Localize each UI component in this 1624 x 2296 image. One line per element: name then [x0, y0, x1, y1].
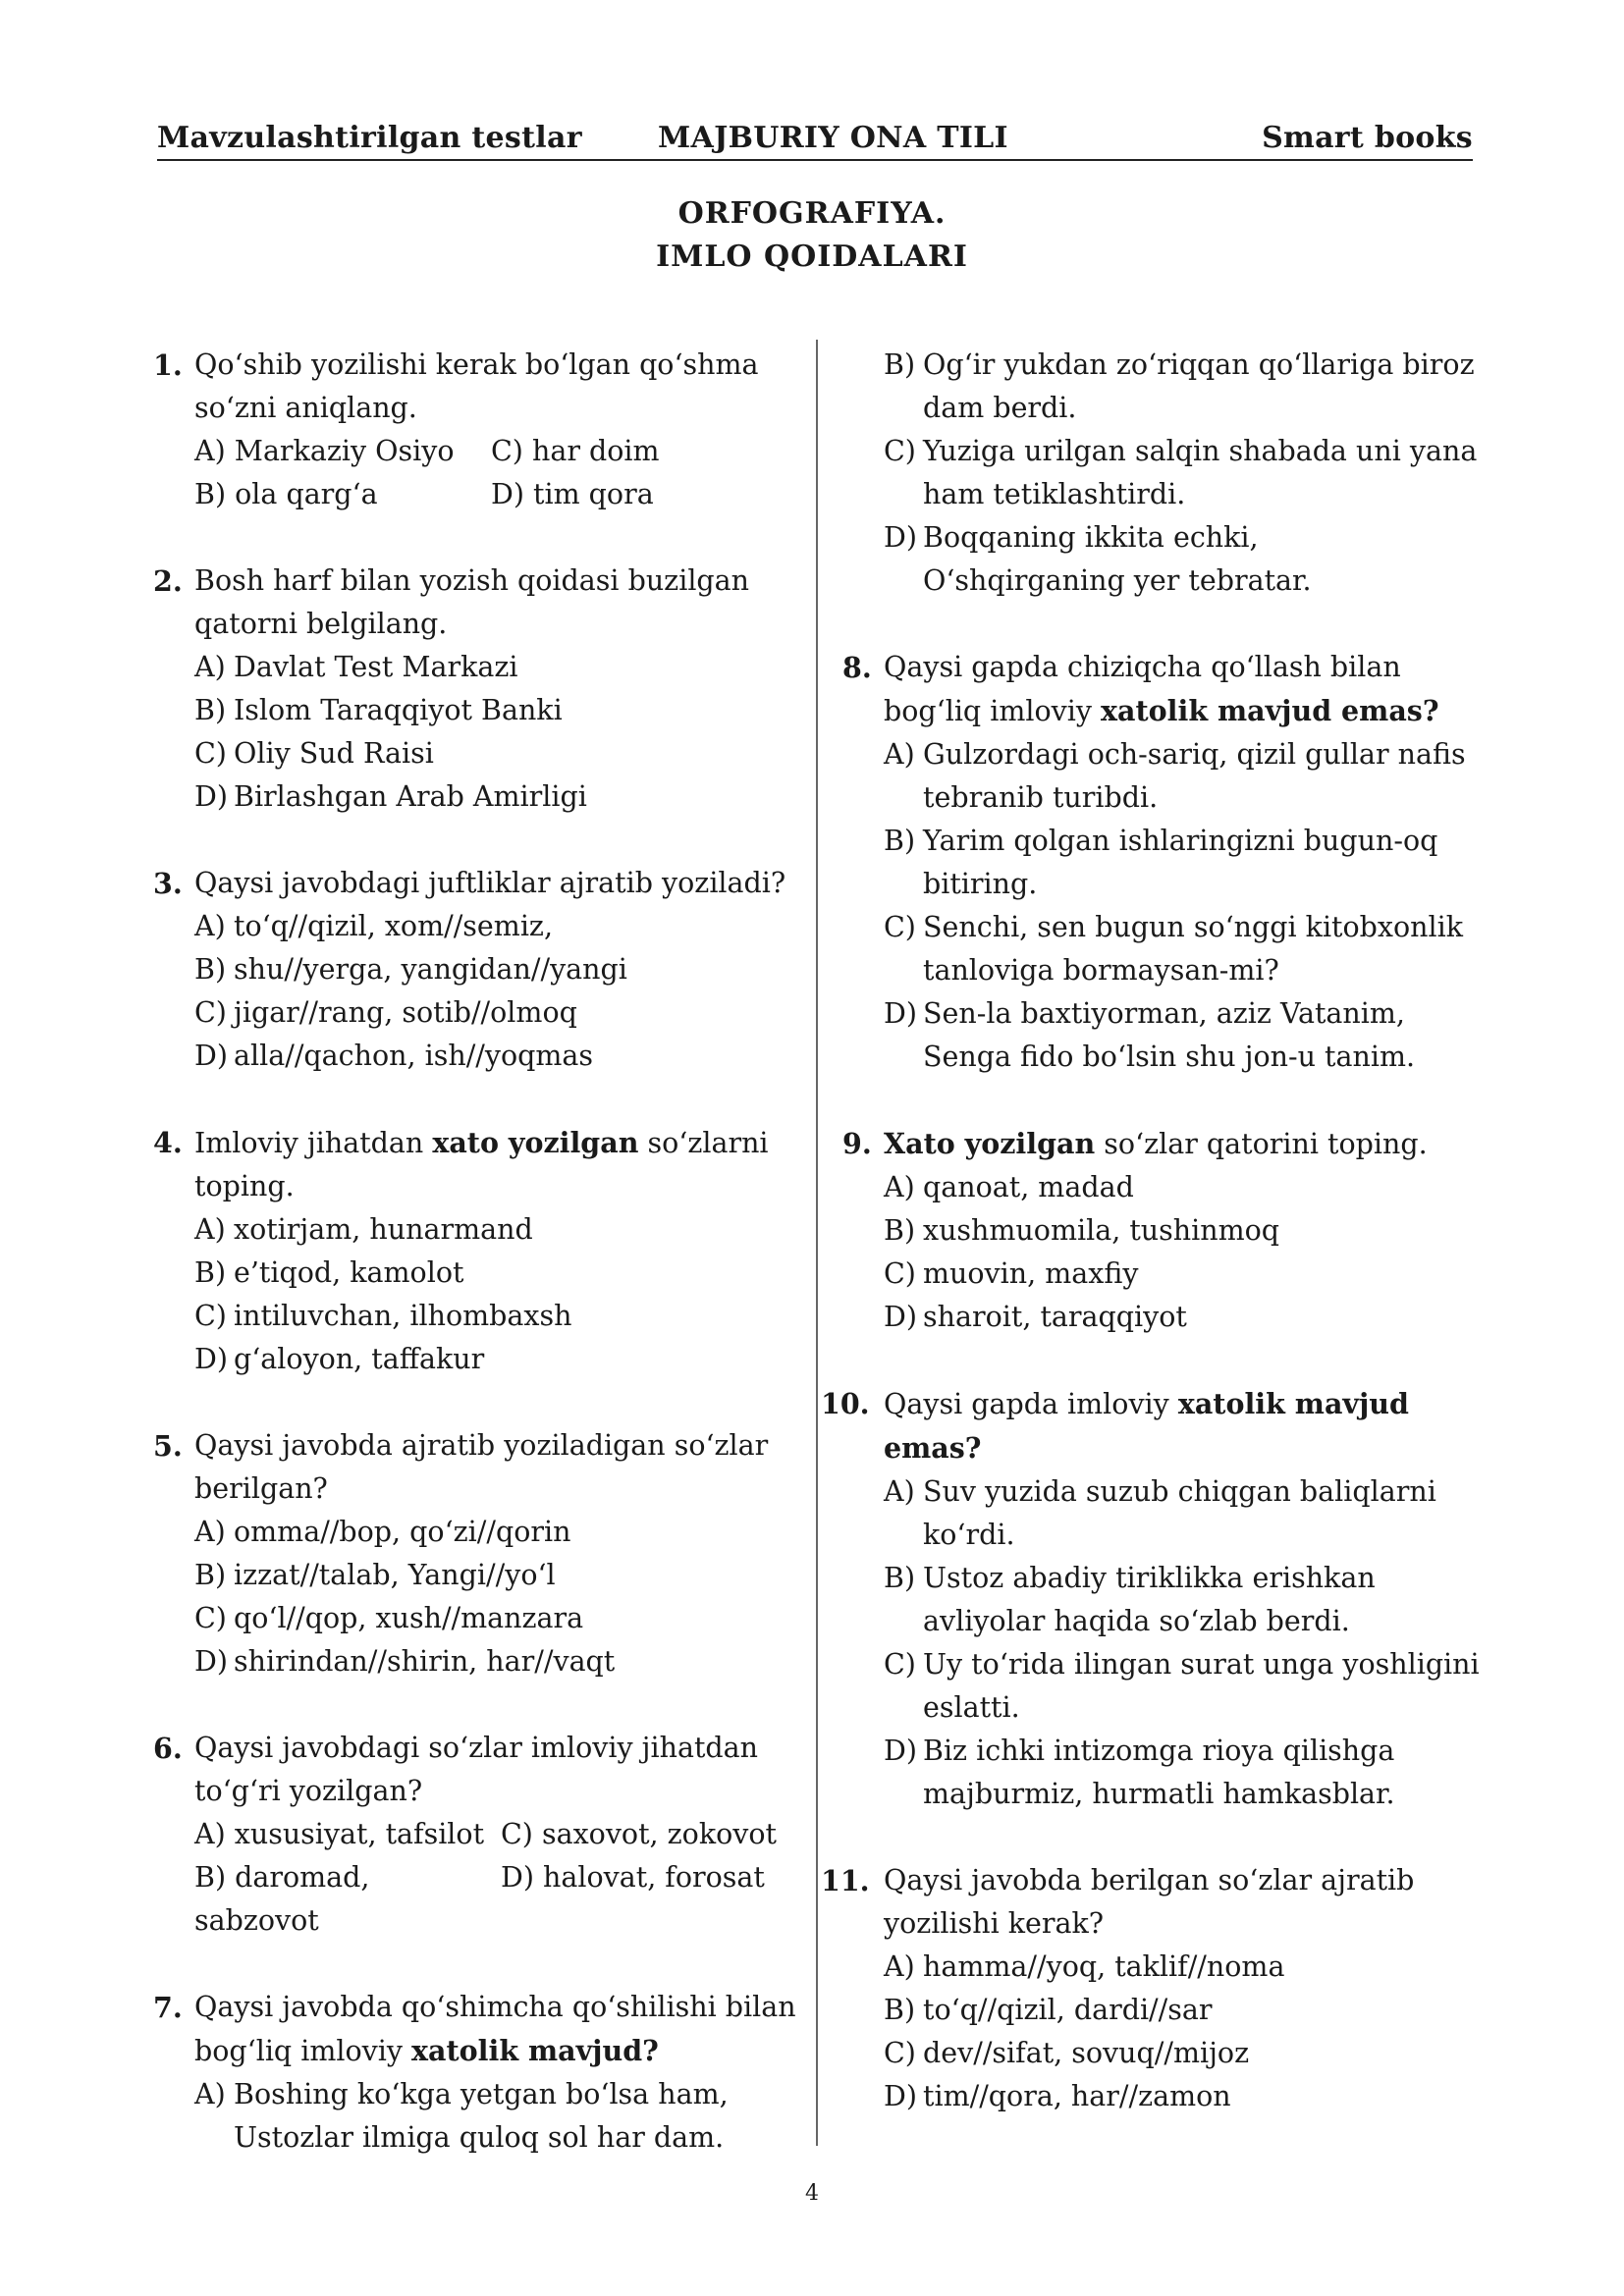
question-number: 7.	[153, 1991, 183, 2024]
option-letter: B)	[884, 1994, 916, 2026]
option-d[interactable]	[884, 1730, 1481, 1816]
option-line: Yarim qolgan ishlaringizni bugun-oq	[923, 825, 1438, 857]
question-text	[884, 1122, 1481, 1166]
option-d[interactable]	[194, 775, 801, 819]
option-a[interactable]	[194, 646, 801, 689]
option-line: Ustoz abadiy tiriklikka erishkan	[923, 1562, 1376, 1594]
option-d[interactable]	[194, 1640, 801, 1683]
option-a[interactable]	[194, 1511, 801, 1554]
option-a[interactable]	[884, 1946, 1481, 1989]
option-c[interactable]: C) har doim	[491, 435, 660, 467]
question-text	[884, 646, 1481, 733]
page-number: 4	[805, 2181, 819, 2206]
option-d[interactable]	[884, 1296, 1481, 1339]
right-column	[821, 344, 1481, 2162]
option-line: ham tetiklashtirdi.	[923, 478, 1186, 510]
option-letter: A)	[194, 1516, 226, 1548]
option-line: Senga fido bo‘lsin shu jon-u tanim.	[923, 1041, 1416, 1073]
option-letter: D)	[194, 1040, 228, 1072]
option-letter: D)	[884, 1301, 917, 1333]
option-letter: C)	[194, 996, 227, 1029]
question-10	[821, 1382, 1481, 1816]
option-b[interactable]	[194, 1554, 801, 1597]
option-text: Oliy Sud Raisi	[234, 737, 434, 770]
option-line: majburmiz, hurmatli hamkasblar.	[923, 1778, 1395, 1810]
option-letter: A)	[884, 1171, 915, 1203]
option-text: shirindan//shirin, har//vaqt	[234, 1645, 616, 1678]
option-letter: C)	[884, 911, 916, 943]
option-b[interactable]	[194, 689, 801, 732]
option-letter: D)	[194, 780, 228, 813]
option-letter: B)	[884, 1562, 916, 1594]
option-letter: C)	[884, 2037, 916, 2069]
option-letter: A)	[884, 1950, 915, 1983]
question-number: 11.	[821, 1864, 870, 1897]
question-text-emphasis: xatolik mavjud emas?	[1101, 694, 1439, 727]
option-text: tim//qora, har//zamon	[923, 2080, 1231, 2112]
question-text-part: Qaysi gapda imloviy	[884, 1388, 1178, 1420]
option-letter: B)	[194, 1559, 227, 1591]
question-text-part: so‘zlar qatorini toping.	[1095, 1128, 1428, 1160]
question-5	[153, 1424, 801, 1683]
option-b[interactable]	[884, 1557, 1481, 1643]
question-number: 8.	[842, 651, 872, 684]
option-letter: C)	[194, 737, 227, 770]
question-11	[821, 1859, 1481, 2118]
option-line: tanloviga bormaysan-mi?	[923, 954, 1279, 987]
option-a[interactable]	[194, 2073, 801, 2160]
option-d[interactable]	[884, 992, 1481, 1079]
option-text: muovin, maxfiy	[923, 1257, 1139, 1290]
option-letter: D)	[884, 2080, 917, 2112]
question-text-emphasis: xatolik mavjud?	[411, 2034, 659, 2067]
option-text: izzat//talab, Yangi//yo‘l	[234, 1559, 556, 1591]
option-b[interactable]	[194, 1252, 801, 1295]
option-a[interactable]: A) Markaziy Osiyo	[194, 435, 455, 467]
option-line: Gulzordagi och-sariq, qizil gullar nafis	[923, 738, 1466, 771]
option-text: g‘aloyon, taffakur	[234, 1343, 485, 1375]
question-number: 1.	[153, 348, 183, 382]
question-7	[153, 1986, 801, 2160]
option-text: Islom Taraqqiyot Banki	[234, 694, 563, 726]
option-line: Boshing ko‘kga yetgan bo‘lsa ham,	[234, 2078, 729, 2110]
question-9	[842, 1122, 1481, 1339]
option-letter: D)	[884, 1735, 917, 1767]
option-line: Biz ichki intizomga rioya qilishga	[923, 1735, 1395, 1767]
option-d[interactable]	[884, 516, 1481, 603]
question-text-emphasis: Xato yozilgan	[884, 1127, 1096, 1160]
option-line: bitiring.	[923, 868, 1038, 900]
option-letter: D)	[884, 521, 917, 554]
option-letter: D)	[884, 997, 917, 1030]
option-letter: B)	[194, 694, 227, 726]
question-text-part: Imloviy jihatdan	[194, 1127, 433, 1159]
option-letter: A)	[194, 2078, 226, 2110]
question-text	[194, 1121, 801, 1208]
header-left: Mavzulashtirilgan testlar	[157, 121, 582, 155]
option-d[interactable]: D) halovat, forosat	[501, 1861, 765, 1894]
option-line: eslatti.	[923, 1691, 1020, 1724]
option-text: intiluvchan, ilhombaxsh	[234, 1300, 572, 1332]
options	[194, 1813, 801, 1943]
option-b[interactable]	[194, 948, 801, 991]
question-text: Qaysi javobda ajratib yoziladigan so‘zlar berilgan?	[194, 1429, 769, 1505]
option-line: O‘shqirganing yer tebratar.	[923, 564, 1312, 597]
option-a[interactable]	[194, 1208, 801, 1252]
option-a[interactable]: A) xususiyat, tafsilot	[194, 1818, 485, 1850]
option-letter: D)	[194, 1343, 228, 1375]
question-text-part: Qaysi gapda chiziqcha qo‘llash bilan bog‘liq imloviy	[884, 651, 1401, 727]
option-letter: A)	[884, 738, 915, 771]
question-8	[842, 646, 1481, 1079]
option-letter: A)	[194, 651, 226, 683]
question-number: 9.	[842, 1127, 872, 1160]
option-letter: D)	[194, 1645, 228, 1678]
option-letter: C)	[194, 1300, 227, 1332]
option-text: Davlat Test Markazi	[234, 651, 518, 683]
question-text: Qaysi javobdagi juftliklar ajratib yoziladi?	[194, 867, 786, 899]
option-d[interactable]	[194, 1338, 801, 1381]
option-line: Ustozlar ilmiga quloq sol har dam.	[234, 2121, 725, 2154]
left-column	[153, 344, 801, 2160]
question-4	[153, 1121, 801, 1381]
option-b[interactable]	[884, 344, 1481, 430]
option-a[interactable]	[884, 1166, 1481, 1209]
option-text: sharoit, taraqqiyot	[923, 1301, 1187, 1333]
option-text: xotirjam, hunarmand	[234, 1213, 533, 1246]
option-b[interactable]	[884, 1209, 1481, 1253]
option-c[interactable]	[884, 2032, 1481, 2075]
option-text: to‘q//qizil, dardi//sar	[923, 1994, 1213, 2026]
question-text-emphasis: xato yozilgan	[432, 1126, 639, 1159]
question-number: 10.	[821, 1387, 870, 1420]
option-line: Suv yuzida suzub chiqgan baliqlarni	[923, 1475, 1436, 1508]
option-d[interactable]	[194, 1035, 801, 1078]
option-letter: C)	[884, 1257, 916, 1290]
option-text: to‘q//qizil, xom//semiz,	[234, 910, 554, 942]
question-2	[153, 560, 801, 819]
option-text: xushmuomila, tushinmoq	[923, 1214, 1279, 1247]
option-c[interactable]	[194, 732, 801, 775]
option-text: dev//sifat, sovuq//mijoz	[923, 2037, 1250, 2069]
options	[194, 430, 801, 516]
question-text: Qaysi javobda berilgan so‘zlar ajratib yozilishi kerak?	[884, 1864, 1415, 1940]
question-text: Qaysi javobdagi so‘zlar imloviy jihatdan to‘g‘ri yozilgan?	[194, 1732, 759, 1807]
option-line: Uy to‘rida ilingan surat unga yoshligini	[923, 1648, 1480, 1681]
option-line: Yuziga urilgan salqin shabada uni yana	[923, 435, 1478, 467]
page-header	[157, 120, 1473, 161]
option-letter: B)	[194, 1256, 227, 1289]
option-text: qanoat, madad	[923, 1171, 1134, 1203]
option-letter: B)	[194, 953, 227, 986]
option-letter: A)	[194, 1213, 226, 1246]
question-number: 2.	[153, 564, 183, 598]
option-b[interactable]	[884, 820, 1481, 906]
option-c[interactable]: C) saxovot, zokovot	[501, 1818, 777, 1850]
option-a[interactable]	[884, 1470, 1481, 1557]
header-center: MAJBURIY ONA TILI	[658, 121, 1008, 155]
option-line: Senchi, sen bugun so‘nggi kitobxonlik	[923, 911, 1464, 943]
option-line: avliyolar haqida so‘zlab berdi.	[923, 1605, 1350, 1637]
option-text: Birlashgan Arab Amirligi	[234, 780, 587, 813]
option-text: shu//yerga, yangidan//yangi	[234, 953, 627, 986]
option-line: Sen-la baxtiyorman, aziz Vatanim,	[923, 997, 1405, 1030]
question-text	[194, 1986, 801, 2073]
question-number: 6.	[153, 1732, 183, 1765]
question-text	[884, 1382, 1481, 1470]
option-text: qo‘l//qop, xush//manzara	[234, 1602, 584, 1634]
option-b[interactable]: B) daromad, sabzovot	[194, 1861, 370, 1937]
question-7-continued	[842, 344, 1481, 603]
question-text: Bosh harf bilan yozish qoidasi buzilgan qatorni belgilang.	[194, 564, 750, 640]
option-c[interactable]	[194, 1597, 801, 1640]
option-c[interactable]	[884, 430, 1481, 516]
question-3	[153, 862, 801, 1078]
option-letter: B)	[884, 825, 916, 857]
header-right: Smart books	[1262, 121, 1473, 155]
option-letter: C)	[884, 435, 916, 467]
option-line: ko‘rdi.	[923, 1519, 1015, 1551]
option-c[interactable]	[194, 991, 801, 1035]
title-line-1: ORFOGRAFIYA.	[677, 196, 947, 231]
option-text: hamma//yoq, taklif//noma	[923, 1950, 1285, 1983]
option-letter: B)	[884, 1214, 916, 1247]
option-b[interactable]: B) ola qarg‘a	[194, 478, 378, 510]
option-text: e’tiqod, kamolot	[234, 1256, 464, 1289]
option-a[interactable]	[194, 905, 801, 948]
question-text-part: so‘zlarni toping.	[194, 1127, 769, 1202]
option-c[interactable]	[884, 1643, 1481, 1730]
option-b[interactable]	[884, 1989, 1481, 2032]
option-letter: B)	[884, 348, 916, 381]
question-text-part: Qaysi javobda qo‘shimcha qo‘shilishi bilan bog‘liq imloviy	[194, 1991, 796, 2067]
option-text: alla//qachon, ish//yoqmas	[234, 1040, 594, 1072]
option-line: dam berdi.	[923, 392, 1077, 424]
option-line: Og‘ir yukdan zo‘riqqan qo‘llariga biroz	[923, 348, 1475, 381]
question-1	[153, 344, 801, 516]
option-text: omma//bop, qo‘zi//qorin	[234, 1516, 571, 1548]
question-text: Qo‘shib yozilishi kerak bo‘lgan qo‘shma so‘zni aniqlang.	[194, 348, 759, 424]
option-d[interactable]: D) tim qora	[491, 478, 654, 510]
question-number: 4.	[153, 1126, 183, 1159]
question-text-emphasis: xatolik mavjud emas?	[884, 1387, 1409, 1465]
title-line-2: IMLO QOIDALARI	[656, 240, 968, 274]
option-c[interactable]	[194, 1295, 801, 1338]
question-number: 5.	[153, 1429, 183, 1463]
question-number: 3.	[153, 867, 183, 900]
option-line: tebranib turibdi.	[923, 781, 1159, 814]
option-c[interactable]	[884, 906, 1481, 992]
option-letter: A)	[884, 1475, 915, 1508]
option-c[interactable]	[884, 1253, 1481, 1296]
question-6	[153, 1727, 801, 1943]
option-line: Boqqaning ikkita echki,	[923, 521, 1259, 554]
option-text: jigar//rang, sotib//olmoq	[234, 996, 577, 1029]
option-letter: C)	[884, 1648, 916, 1681]
option-a[interactable]	[884, 733, 1481, 820]
section-title	[0, 192, 1624, 279]
option-d[interactable]	[884, 2075, 1481, 2118]
option-letter: A)	[194, 910, 226, 942]
column-divider	[816, 340, 818, 2146]
option-letter: C)	[194, 1602, 227, 1634]
